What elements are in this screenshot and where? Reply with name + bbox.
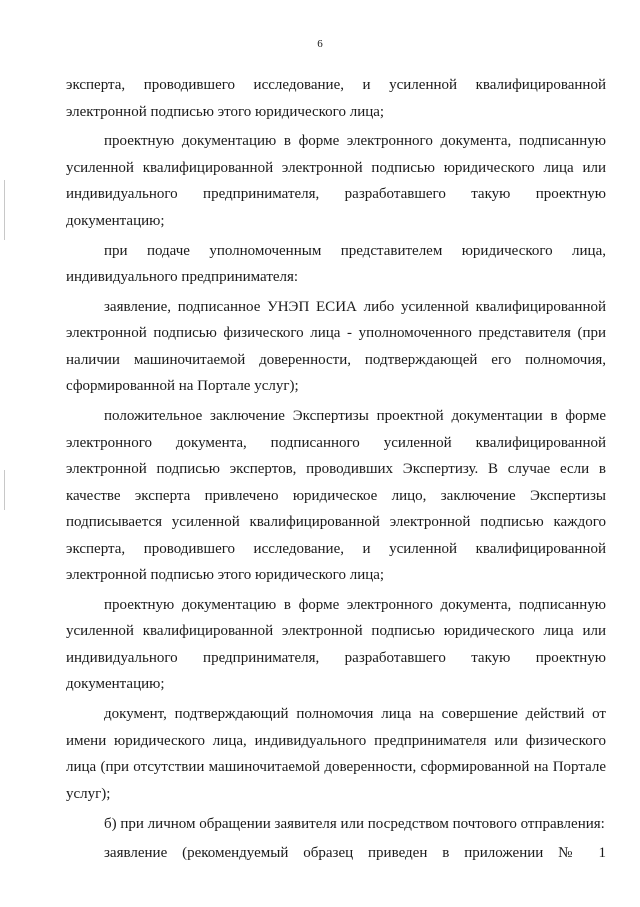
paragraph: эксперта, проводившего исследование, и усиленной квалифицированной электронной подписью этого юридического лица; <box>66 77 606 120</box>
scan-edge-mark <box>4 470 5 510</box>
paragraph: документ, подтверждающий полномочия лица на совершение действий от имени юридического лица, индивидуального предпринимателя или физического лица (при отсутствии машиночитаемой доверенности, сформированной на Портале услуг); <box>66 706 606 802</box>
paragraph: положительное заключение Экспертизы проектной документации в форме электронного документа, подписанного усиленной квалифицированной электронной подписью экспертов, проводивших Экспертизу. В случае если в качестве эксперта привлечено юридическое лицо, заключение Экспертизы подписывается усиленной квалифицированной электронной подписью каждого эксперта, проводившего исследование, и усиленной квалифицированной электронной подписью этого юридического лица; <box>66 408 606 584</box>
paragraph: б) при личном обращении заявителя или посредством почтового отправления: <box>104 815 605 832</box>
paragraph: заявление, подписанное УНЭП ЕСИА либо усиленной квалифицированной электронной подписью физического лица - уполномоченного представителя (при наличии машиночитаемой доверенности, подтверждающей его полномочия, сформированной на Портале услуг); <box>66 298 606 395</box>
paragraph: проектную документацию в форме электронного документа, подписанную усиленной квалифицированной электронной подписью юридического лица или индивидуального предпринимателя, разработавшего такую проектную документацию; <box>66 596 606 693</box>
document-body <box>66 72 606 870</box>
paragraph: заявление (рекомендуемый образец приведен в приложении № 1 <box>104 845 606 862</box>
page-number: 6 <box>317 38 323 50</box>
paragraph: проектную документацию в форме электронного документа, подписанную усиленной квалифицированной электронной подписью юридического лица или индивидуального предпринимателя, разработавшего такую проектную документацию; <box>66 133 606 229</box>
paragraph: при подаче уполномоченным представителем юридического лица, индивидуального предпринимателя: <box>66 242 606 286</box>
scan-edge-mark <box>4 180 5 240</box>
